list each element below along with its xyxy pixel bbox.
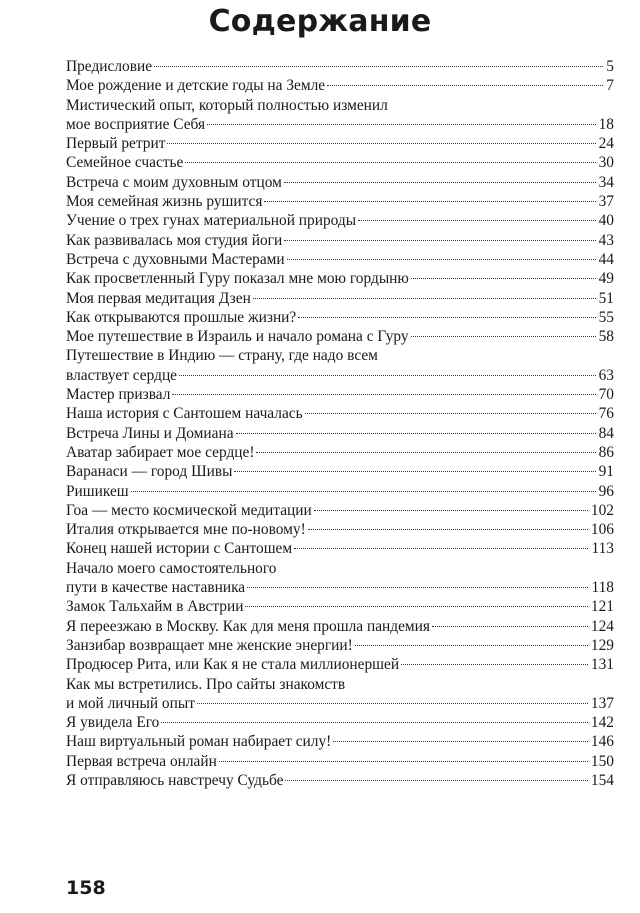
dot-leader [219, 761, 588, 762]
dot-leader [179, 375, 596, 376]
page-number: 158 [66, 877, 106, 899]
toc-entry-title: и мой личный опыт [66, 694, 195, 712]
toc-entry-line [66, 617, 614, 636]
toc-entry-title: Первый ретрит [66, 135, 166, 153]
toc-entry-line [66, 96, 614, 115]
toc-entry [66, 134, 614, 153]
toc-entry-page: 118 [591, 579, 614, 597]
toc-entry-title: Мистический опыт, который полностью изменил [66, 96, 388, 114]
toc-entry [66, 308, 614, 327]
toc-entry [66, 404, 614, 423]
dot-leader [131, 491, 596, 492]
toc-entry-line [66, 482, 614, 501]
dot-leader [333, 741, 588, 742]
dot-leader [355, 645, 588, 646]
page-title: Содержание [208, 4, 432, 39]
toc-entry-title: Как развивалась моя студия йоги [66, 231, 283, 249]
toc-entry-line [66, 76, 614, 95]
toc-entry-title: Италия открывается мне по-новому! [66, 521, 306, 539]
toc-entry-title: Я переезжаю в Москву. Как для меня прошла пандемия [66, 617, 430, 635]
dot-leader [264, 201, 595, 202]
toc-entry-title: Замок Тальхайм в Австрии [66, 598, 244, 616]
toc-entry-title: Как просветленный Гуру показал мне мою гордыню [66, 270, 409, 288]
toc-entry-title: властвует сердце [66, 366, 178, 384]
toc-entry [66, 501, 614, 520]
toc-entry [66, 231, 614, 250]
toc-entry-page: 5 [606, 58, 614, 75]
toc-entry [66, 211, 614, 230]
toc-entry-page: 96 [598, 482, 614, 500]
toc-entry-line [66, 443, 614, 462]
toc-entry-page: 124 [590, 617, 614, 635]
dot-leader [185, 162, 595, 163]
toc-entry-line [66, 385, 614, 404]
toc-entry-title: Как открываются прошлые жизни? [66, 308, 297, 326]
dot-leader [167, 143, 595, 144]
toc-entry-title: Конец нашей истории с Сантошем [66, 540, 293, 558]
toc-entry [66, 173, 614, 192]
toc-entry [66, 289, 614, 308]
toc-entry-page: 34 [598, 173, 614, 191]
dot-leader [411, 278, 596, 279]
dot-leader [284, 182, 596, 183]
toc-entry-line [66, 269, 614, 288]
toc-entry-page: 84 [598, 424, 614, 442]
toc-entry-title: Учение о трех гунах материальной природы [66, 212, 357, 230]
toc-entry-line [66, 752, 614, 771]
toc-entry-page: 121 [590, 598, 614, 616]
toc-entry [66, 713, 614, 732]
toc-entry-page: 113 [591, 540, 614, 558]
toc-entry-page: 63 [598, 366, 614, 384]
toc-entry-line [66, 597, 614, 616]
toc-entry [66, 752, 614, 771]
toc-entry-page: 55 [598, 308, 614, 326]
toc-entry-line [66, 539, 614, 558]
toc-entry [66, 385, 614, 404]
toc-entry-line [66, 675, 614, 694]
toc-entry-title: Продюсер Рита, или Как я не стала миллионершей [66, 656, 400, 674]
toc-entry-page: 30 [598, 154, 614, 172]
toc-entry [66, 559, 614, 598]
toc-entry-line [66, 713, 614, 732]
dot-leader [358, 220, 596, 221]
toc-entry [66, 250, 614, 269]
dot-leader [401, 664, 588, 665]
toc-entry-page: 86 [598, 443, 614, 461]
dot-leader [236, 433, 596, 434]
toc-entry-line [66, 694, 614, 713]
toc-entry-line [66, 289, 614, 308]
toc-entry-title: Наша история с Сантошем началась [66, 405, 303, 423]
toc-entry [66, 57, 614, 76]
toc-entry-title: Ришикеш [66, 482, 129, 500]
dot-leader [197, 703, 588, 704]
toc-entry-page: 43 [598, 231, 614, 249]
toc-entry [66, 539, 614, 558]
toc-entry-page: 91 [598, 463, 614, 481]
toc-entry-line [66, 655, 614, 674]
toc-entry-title: Занзибар возвращает мне женские энергии! [66, 636, 353, 654]
toc-entry [66, 76, 614, 95]
toc-entry-line [66, 250, 614, 269]
toc-entry-line [66, 520, 614, 539]
toc-entry-page: 102 [590, 501, 614, 519]
toc-entry [66, 675, 614, 714]
toc-entry-line [66, 366, 614, 385]
toc-entry-line [66, 173, 614, 192]
toc-entry-line [66, 462, 614, 481]
toc-entry-page: 44 [598, 250, 614, 268]
toc-entry-page: 146 [590, 733, 614, 751]
toc-entry [66, 346, 614, 385]
toc-entry [66, 327, 614, 346]
toc-entry-title: Мое путешествие в Израиль и начало романа с Гуру [66, 328, 409, 346]
toc-entry-line [66, 231, 614, 250]
toc-entry [66, 482, 614, 501]
toc-entry-line [66, 501, 614, 520]
dot-leader [172, 394, 595, 395]
toc-entry-page: 106 [590, 521, 614, 539]
toc-entry-title: Как мы встретились. Про сайты знакомств [66, 675, 346, 693]
toc-entry-page: 137 [590, 694, 614, 712]
toc-entry-line [66, 192, 614, 211]
toc-entry [66, 443, 614, 462]
toc-entry [66, 732, 614, 751]
toc-entry-title: Моя первая медитация Дзен [66, 289, 251, 307]
dot-leader [432, 626, 588, 627]
toc-entry-page: 37 [598, 193, 614, 211]
toc-entry-title: Наш виртуальный роман набирает силу! [66, 733, 332, 751]
toc-entry-title: мое восприятие Себя [66, 115, 206, 133]
dot-leader [298, 317, 595, 318]
dot-leader [234, 471, 595, 472]
toc-entry-page: 58 [598, 328, 614, 346]
toc-entry-page: 150 [590, 752, 614, 770]
toc-entry-line [66, 732, 614, 751]
toc-entry-title: Предисловие [66, 58, 153, 75]
toc-entry-title: Мое рождение и детские годы на Земле [66, 77, 326, 95]
toc-entry-page: 40 [598, 212, 614, 230]
toc-entry [66, 192, 614, 211]
toc-entry-line [66, 771, 614, 790]
toc-entry-title: Моя семейная жизнь рушится [66, 193, 263, 211]
toc-entry-page: 142 [590, 714, 614, 732]
toc-entry [66, 655, 614, 674]
toc-entry-title: Гоа — место космической медитации [66, 501, 312, 519]
toc-entry [66, 269, 614, 288]
toc-entry-line [66, 211, 614, 230]
dot-leader [411, 336, 596, 337]
dot-leader [308, 529, 588, 530]
toc-entry-line [66, 424, 614, 443]
toc-entry-title: Я отправляюсь навстречу Судьбе [66, 771, 284, 789]
toc-entry-title: Аватар забирает мое сердце! [66, 443, 255, 461]
toc-entry-line [66, 404, 614, 423]
toc-entry [66, 617, 614, 636]
toc-entry [66, 96, 614, 135]
toc-entry-line [66, 153, 614, 172]
toc-entry-title: Встреча с моим духовным отцом [66, 173, 282, 191]
dot-leader [327, 85, 603, 86]
toc-entry-title: Варанаси — город Шивы [66, 463, 233, 481]
toc-entry-line [66, 134, 614, 153]
toc-entry-title: Первая встреча онлайн [66, 752, 217, 770]
toc-entry [66, 462, 614, 481]
dot-leader [161, 722, 588, 723]
toc-entry-line [66, 327, 614, 346]
dot-leader [245, 606, 587, 607]
toc-entry-title: Мастер призвал [66, 386, 171, 404]
toc-entry-line [66, 636, 614, 655]
toc-entry [66, 597, 614, 616]
toc-entry-title: Начало моего самостоятельного [66, 559, 277, 577]
toc-entry-title: Встреча Лины и Домиана [66, 424, 234, 442]
toc-entry-line [66, 578, 614, 597]
toc-entry-line [66, 559, 614, 578]
toc-entry-title: Семейное счастье [66, 154, 184, 172]
toc-entry-page: 49 [598, 270, 614, 288]
toc-entry-page: 131 [590, 656, 614, 674]
toc-entry-title: Путешествие в Индию — страну, где надо всем [66, 347, 378, 365]
toc-entry-page: 129 [590, 636, 614, 654]
toc-entry [66, 771, 614, 790]
toc-entry-page: 70 [598, 386, 614, 404]
dot-leader [207, 124, 596, 125]
toc-entry [66, 636, 614, 655]
toc-entry-line [66, 57, 614, 76]
dot-leader [287, 259, 596, 260]
dot-leader [253, 298, 596, 299]
toc-entry-line [66, 308, 614, 327]
toc-entry-page: 24 [598, 135, 614, 153]
toc-entry-page: 51 [598, 289, 614, 307]
toc-entry-line [66, 346, 614, 365]
toc-entry [66, 520, 614, 539]
toc-entry-title: Встреча с духовными Мастерами [66, 250, 285, 268]
table-of-contents [66, 57, 614, 790]
dot-leader [314, 510, 588, 511]
toc-entry-page: 154 [590, 771, 614, 789]
toc-entry [66, 153, 614, 172]
dot-leader [247, 587, 588, 588]
dot-leader [305, 413, 596, 414]
dot-leader [294, 548, 588, 549]
dot-leader [256, 452, 595, 453]
toc-entry [66, 424, 614, 443]
toc-entry-page: 7 [606, 77, 614, 95]
toc-entry-line [66, 115, 614, 134]
dot-leader [154, 66, 603, 67]
toc-entry-page: 18 [598, 115, 614, 133]
toc-entry-page: 76 [598, 405, 614, 423]
toc-entry-title: пути в качестве наставника [66, 579, 246, 597]
dot-leader [284, 240, 595, 241]
toc-entry-title: Я увидела Его [66, 714, 160, 732]
dot-leader [285, 780, 587, 781]
